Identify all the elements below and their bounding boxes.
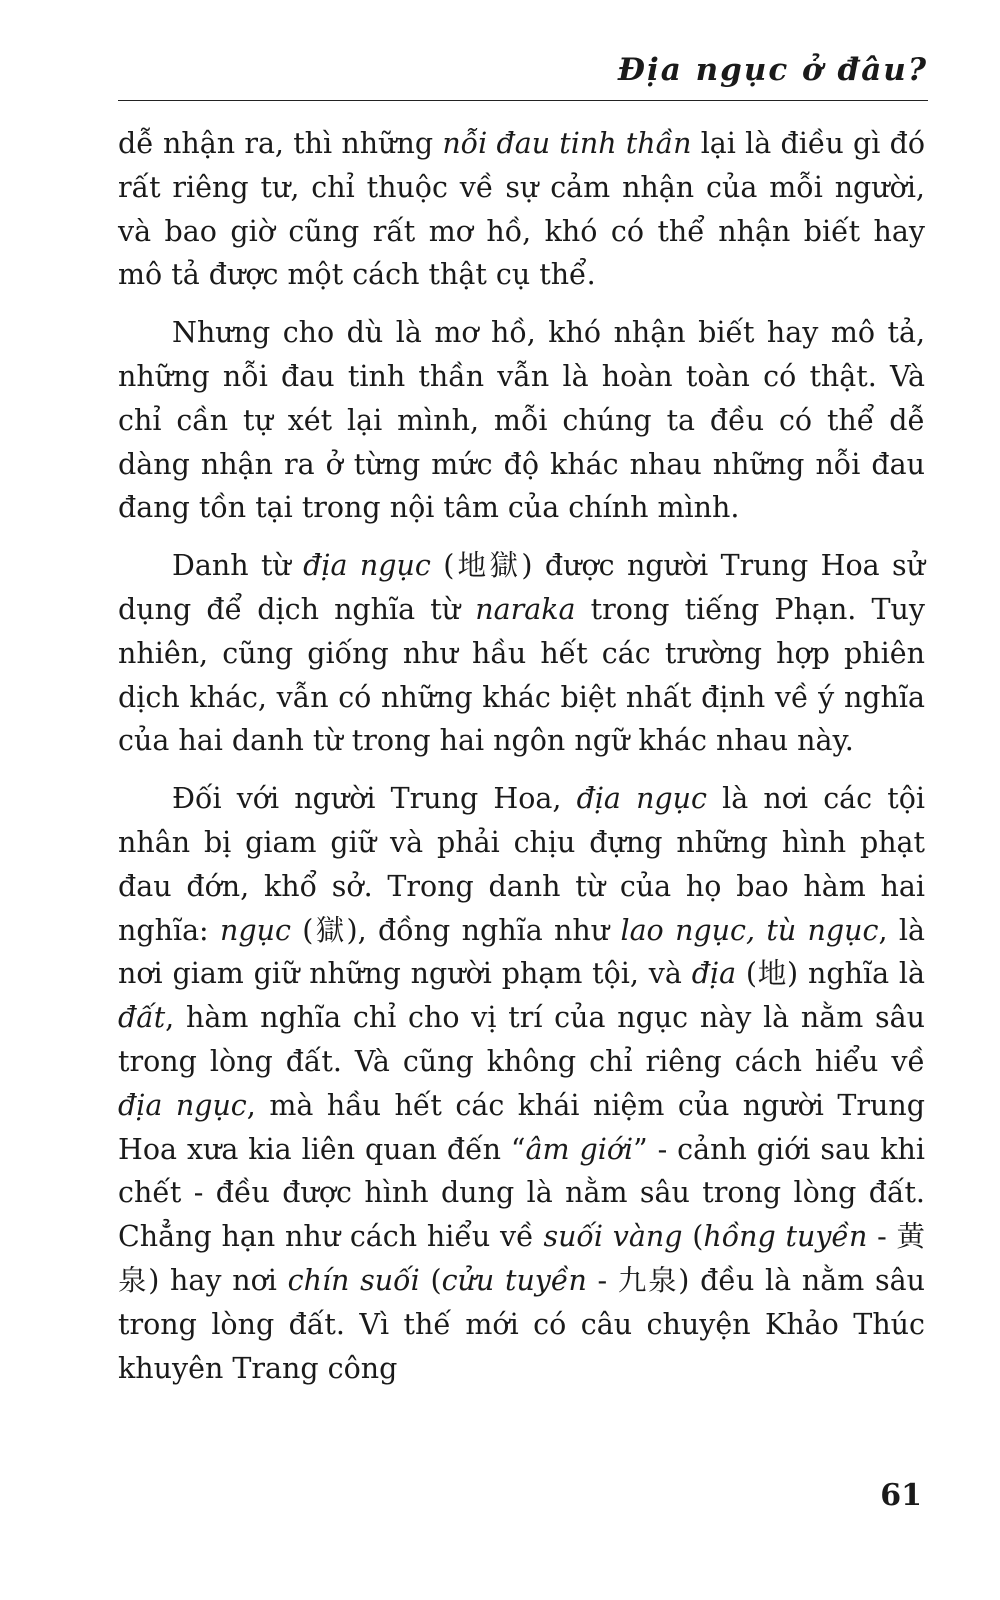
- text-run: (地獄) được người Trung Hoa sử dụng để dịch nghĩa từ: [118, 549, 925, 626]
- text-run: (地) nghĩa là: [736, 957, 925, 991]
- text-run: Nhưng cho dù là mơ hồ, khó nhận biết hay mô tả, những nỗi đau tinh thần vẫn là hoàn toàn có thật. Và chỉ cần tự xét lại mình, mỗi chúng ta đều có thể dễ dàng nhận ra ở từng mức độ khác nhau những nỗi đau đang tồn tại trong nội tâm của chính mình.: [118, 316, 925, 525]
- text-run: trong tiếng Phạn. Tuy nhiên, cũng giống như hầu hết các trường hợp phiên dịch khác, vẫn có những khác biệt nhất định về ý nghĩa của hai danh từ trong hai ngôn ngữ khác nhau này.: [118, 592, 925, 758]
- text-run: (: [682, 1220, 704, 1254]
- text-run: dễ nhận ra, thì những: [118, 127, 443, 160]
- header-rule: [118, 100, 928, 101]
- paragraph: [118, 122, 925, 297]
- page-number: 61: [880, 1478, 922, 1513]
- italic-term: địa ngục: [576, 782, 707, 816]
- italic-term: ngục: [220, 913, 291, 947]
- paragraph: [118, 311, 925, 530]
- text-run: , là nơi giam giữ những người phạm tội, và: [118, 913, 925, 991]
- italic-term: âm giới: [525, 1132, 634, 1166]
- italic-term: suối vàng: [543, 1220, 683, 1254]
- text-run: , hàm nghĩa chỉ cho vị trí của ngục này là nằm sâu trong lòng đất. Và cũng không chỉ riêng cách hiểu về: [118, 1001, 925, 1078]
- italic-term: lao ngục, tù ngục: [620, 913, 879, 947]
- italic-term: nỗi đau tinh thần: [442, 127, 692, 160]
- text-run: Danh từ: [172, 549, 304, 583]
- paragraph: [118, 544, 925, 763]
- body-text: [118, 122, 925, 1390]
- italic-term: địa ngục: [303, 549, 431, 583]
- italic-term: hồng tuyền: [703, 1220, 868, 1254]
- text-run: ” - cảnh giới sau khi chết - đều được hình dung là nằm sâu trong lòng đất. Chẳng hạn như cách hiểu về: [118, 1132, 925, 1254]
- running-title: Địa ngục ở đâu?: [617, 52, 928, 88]
- italic-term: địa: [691, 957, 737, 991]
- text-run: - 九泉) đều là nằm sâu trong lòng đất. Vì thế mới có câu chuyện Khảo Thúc khuyên Trang công: [118, 1263, 925, 1385]
- text-run: - 黄泉) hay nơi: [118, 1220, 925, 1297]
- text-run: (獄), đồng nghĩa như: [290, 913, 621, 947]
- italic-term: chín suối: [287, 1263, 420, 1297]
- italic-term: địa ngục: [118, 1088, 247, 1122]
- text-run: (: [419, 1263, 442, 1297]
- italic-term: đất: [118, 1001, 166, 1035]
- italic-term: naraka: [475, 592, 576, 626]
- text-run: , mà hầu hết các khái niệm của người Trung Hoa xưa kia liên quan đến “: [118, 1088, 926, 1166]
- text-run: là nơi các tội nhân bị giam giữ và phải chịu đựng những hình phạt đau đớn, khổ sở. Trong danh từ của họ bao hàm hai nghĩa:: [118, 782, 925, 947]
- italic-term: cửu tuyền: [441, 1263, 587, 1297]
- text-run: lại là điều gì đó rất riêng tư, chỉ thuộc về sự cảm nhận của mỗi người, và bao giờ cũng rất mơ hồ, khó có thể nhận biết hay mô tả được một cách thật cụ thể.: [118, 127, 925, 292]
- paragraph: [118, 777, 925, 1390]
- text-run: Đối với người Trung Hoa,: [172, 782, 577, 816]
